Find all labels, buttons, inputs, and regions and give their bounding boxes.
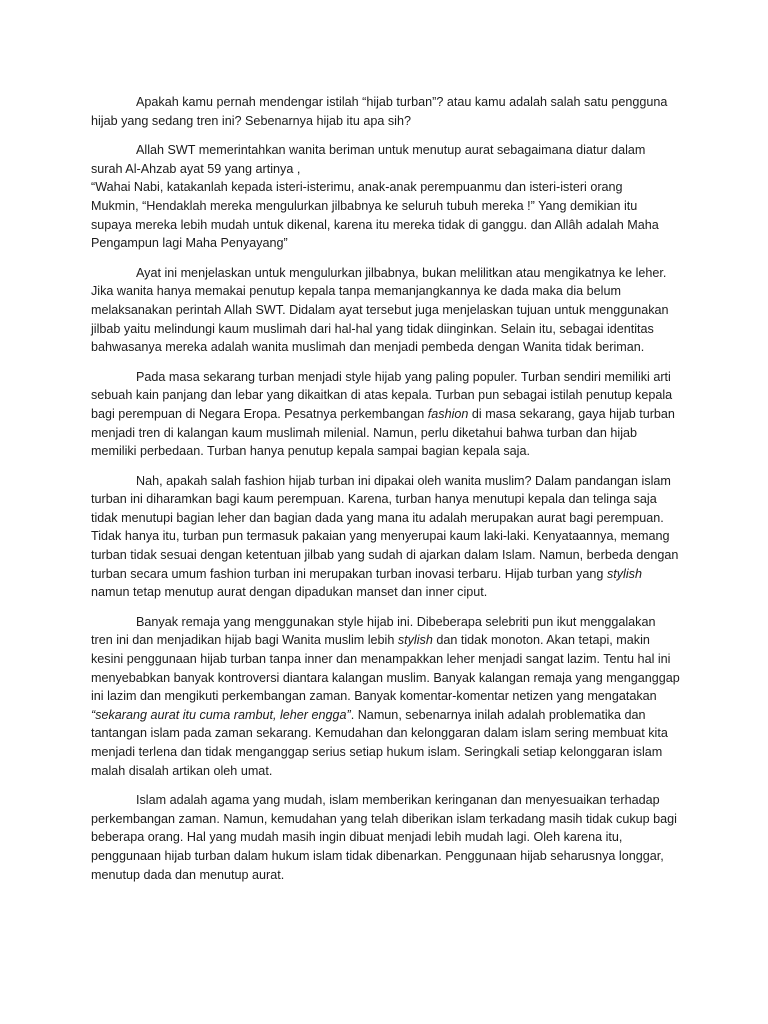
paragraph-conclusion [91, 791, 681, 884]
text-segment-italic: “sekarang aurat itu cuma rambut, leher engga” [91, 707, 351, 722]
text-segment: . Namun, sebenarnya inilah adalah problematika dan tantangan islam pada zaman sekarang. Kemudahan dan kelonggaran dalam islam sering membuat kita menjadi terlena dan tidak menganggap serius setiap hukum islam. Seringkali setiap kelonggaran islam malah disalah artikan oleh umat. [91, 707, 668, 778]
text-segment: namun tetap menutup aurat dengan dipadukan manset dan inner ciput. [91, 585, 488, 600]
text-segment: di masa sekarang, gaya hijab turban menjadi tren di kalangan kaum muslimah milenial. Namun, perlu diketahui bahwa turban dan hijab memiliki perbedaan. Turban hanya penutup kepala sampai bagian kepala saja. [91, 406, 675, 459]
text-segment: Ayat ini menjelaskan untuk mengulurkan jilbabnya, bukan melilitkan atau mengikatnya ke leher. Jika wanita hanya memakai penutup kepala tanpa memanjangkannya ke dada maka dia belum melaksanakan perintah Allah SWT. Didalam ayat tersebut juga menjelaskan tujuan untuk menggunakan jilbab yaitu melindungi kaum muslimah dari hal-hal yang tidak diinginkan. Selain itu, sebagai identitas bahwasanya mereka adalah wanita muslimah dan menjadi pembeda dengan Wanita tidak beriman. [91, 265, 669, 355]
text-segment: dan tidak monoton. Akan tetapi, makin kesini penggunaan hijab turban tanpa inner dan menampakkan leher menjadi sangat lazim. Tentu hal ini menyebabkan banyak kontroversi diantara kalangan muslim. Banyak kalangan remaja yang menganggap ini lazim dan mengikuti perkembangan zaman. Banyak komentar-komentar netizen yang mengatakan [91, 633, 680, 704]
paragraph-intro [91, 93, 681, 130]
paragraph-verse-explanation [91, 264, 681, 357]
text-segment-italic: stylish [397, 633, 433, 648]
document-body [91, 93, 681, 895]
text-segment-italic: stylish [606, 566, 642, 581]
text-segment: Islam adalah agama yang mudah, islam memberikan keringanan dan menyesuaikan terhadap perkembangan zaman. Namun, kemudahan yang telah diberikan islam terkadang masih tidak cukup bagi beberapa orang. Hal yang mudah masih ingin dibuat menjadi lebih mudah lagi. Oleh karena itu, penggunaan hijab turban dalam hukum islam tidak dibenarkan. Penggunaan hijab seharusnya longgar, menutup dada dan menutup aurat. [91, 793, 677, 882]
text-segment: Nah, apakah salah fashion hijab turban ini dipakai oleh wanita muslim? Dalam pandangan islam turban ini diharamkan bagi kaum perempuan. Karena, turban hanya menutupi kepala dan telinga saja tidak menutupi bagian leher dan bagian dada yang mana itu adalah merupakan aurat bagi perempuan. Tidak hanya itu, turban pun termasuk pakaian yang menyerupai kaum laki-laki. Kenyataannya, memang turban tidak sesuai dengan ketentuan jilbab yang sudah di ajarkan dalam Islam. Namun, berbeda dengan turban secara umum fashion turban ini merupakan turban inovasi terbaru. Hijab turban yang [91, 473, 679, 581]
text-segment: Banyak remaja yang menggunakan style hijab ini. Dibeberapa selebriti pun ikut menggalakan tren ini dan menjadikan hijab bagi Wanita muslim lebih [91, 614, 656, 648]
paragraph-teen-trend [91, 613, 681, 780]
text-segment: Apakah kamu pernah mendengar istilah “hijab turban”? atau kamu adalah salah satu pengguna hijab yang sedang tren ini? Sebenarnya hijab itu apa sih? [91, 95, 668, 128]
text-segment: Pada masa sekarang turban menjadi style hijab yang paling populer. Turban sendiri memiliki arti sebuah kain panjang dan lebar yang dikaitkan di atas kepala. Turban pun sebagai istilah penutup kepala bagi perempuan di Negara Eropa. Pesatnya perkembangan [91, 369, 673, 421]
paragraph-quran-verse [91, 141, 681, 253]
text-segment: Allah SWT memerintahkan wanita beriman untuk menutup aurat sebagaimana diatur dalam surah Al-Ahzab ayat 59 yang artinya , “Wahai Nabi, katakanlah kepada isteri-isterimu, anak-anak perempuanmu dan isteri-isteri orang Mukmin, “Hendaklah mereka mengulurkan jilbabnya ke seluruh tubuh mereka !” Yang demikian itu supaya mereka lebih mudah untuk dikenal, karena itu mereka tidak di ganggu. dan Allâh adalah Maha Pengampun lagi Maha Penyayang” [91, 143, 659, 251]
paragraph-turban-trend [91, 368, 681, 461]
text-segment-italic: fashion [427, 406, 469, 421]
paragraph-islamic-view [91, 472, 681, 602]
